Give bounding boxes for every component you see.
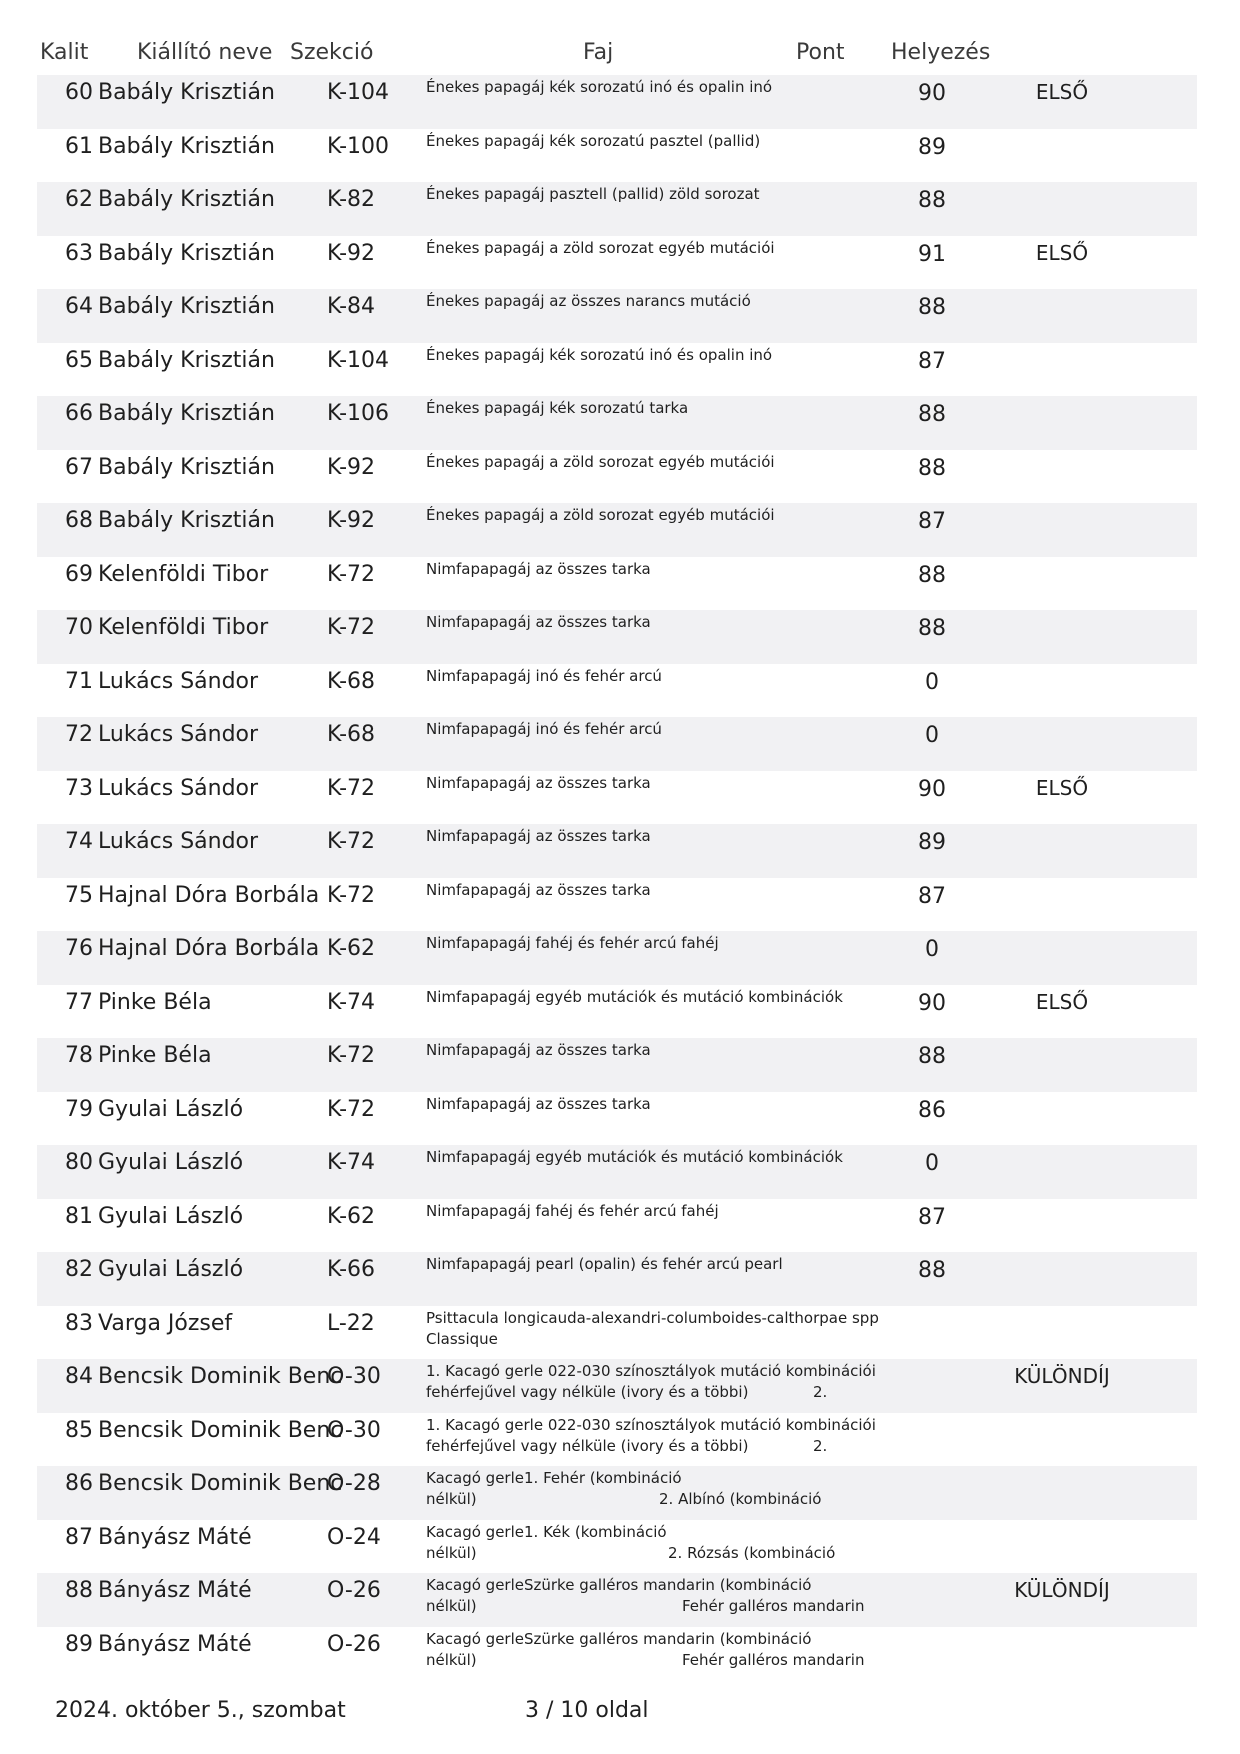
cage-number: 85 (65, 1417, 93, 1443)
section-code: K-72 (327, 829, 376, 854)
species-line-2 (426, 1382, 906, 1403)
species-line-2 (426, 1489, 906, 1510)
species-description (426, 184, 906, 205)
section-code: O-26 (327, 1631, 381, 1657)
exhibitor-name: Hajnal Dóra Borbála (98, 936, 320, 961)
cage-number: 61 (65, 133, 93, 159)
species-line-1: 1. Kacagó gerle 022-030 színosztályok mutáció kombinációi (426, 1415, 876, 1434)
species-line-1: Kacagó gerleSzürke galléros mandarin (kombináció (426, 1576, 812, 1594)
table-row (37, 1627, 1197, 1681)
cage-number: 64 (65, 294, 93, 319)
species-description (426, 719, 906, 740)
species-description (426, 398, 906, 419)
table-row (37, 289, 1197, 343)
section-code: K-106 (327, 401, 390, 426)
species-description (426, 1468, 906, 1510)
species-line-1: Nimfapapagáj az összes tarka (426, 773, 651, 792)
cage-number: 73 (65, 775, 93, 801)
score: 89 (918, 134, 946, 160)
species-description (426, 933, 906, 954)
species-line-1: Nimfapapagáj az összes tarka (426, 880, 651, 899)
table-row (37, 1306, 1197, 1360)
species-line-2-right: 2. Rózsás (kombináció (668, 1543, 836, 1562)
cage-number: 83 (65, 1310, 93, 1336)
species-line-1: Nimfapapagáj az összes tarka (426, 1041, 651, 1059)
table-row (37, 343, 1197, 397)
score: 86 (918, 1097, 946, 1123)
cage-number: 62 (65, 187, 93, 212)
table-row (37, 771, 1197, 825)
table-row (37, 1413, 1197, 1467)
exhibitor-name: Bányász Máté (98, 1578, 252, 1603)
species-description (426, 880, 906, 901)
cage-number: 60 (65, 80, 93, 105)
cage-number: 66 (65, 401, 93, 426)
section-code: K-72 (327, 615, 376, 640)
table-row (37, 557, 1197, 611)
species-description (426, 1361, 906, 1403)
section-code: O-28 (327, 1471, 381, 1496)
species-line-2 (426, 1650, 906, 1671)
section-code: K-72 (327, 1043, 376, 1068)
exhibitor-name: Babály Krisztián (98, 347, 275, 373)
col-header-pont: Pont (796, 40, 845, 65)
score: 89 (918, 830, 946, 855)
score: 90 (918, 776, 946, 802)
exhibitor-name: Babály Krisztián (98, 508, 275, 533)
score: 0 (925, 1151, 939, 1176)
species-line-1: Nimfapapagáj fahéj és fehér arcú fahéj (426, 1201, 719, 1220)
species-line-1: Nimfapapagáj inó és fehér arcú (426, 666, 662, 685)
placement: ELSŐ (1035, 80, 1089, 104)
section-code: K-82 (327, 187, 376, 212)
exhibitor-name: Lukács Sándor (98, 668, 259, 694)
table-row (37, 824, 1197, 878)
section-code: K-92 (327, 454, 376, 480)
section-code: K-74 (327, 989, 376, 1015)
section-code: O-30 (327, 1364, 381, 1389)
section-code: K-68 (327, 668, 376, 694)
species-line-1: Nimfapapagáj az összes tarka (426, 1094, 651, 1113)
exhibitor-name: Gyulai László (98, 1257, 244, 1282)
cage-number: 69 (65, 561, 93, 587)
score: 0 (925, 669, 939, 695)
score: 0 (925, 937, 939, 962)
exhibitor-name: Babály Krisztián (98, 187, 275, 212)
score: 90 (918, 990, 946, 1016)
col-header-faj: Faj (583, 40, 614, 65)
species-line-2 (426, 1329, 906, 1350)
section-code: K-66 (327, 1257, 376, 1282)
species-line-2-right: Fehér galléros mandarin (682, 1597, 865, 1615)
exhibitor-name: Bencsik Dominik Benc (98, 1471, 343, 1496)
section-code: O-30 (327, 1417, 381, 1443)
section-code: K-100 (327, 133, 390, 159)
table-row (37, 450, 1197, 504)
species-description (426, 559, 906, 580)
species-description (426, 77, 906, 98)
exhibitor-name: Kelenföldi Tibor (98, 615, 269, 640)
species-line-2-right: 2. Albínó (kombináció (659, 1490, 822, 1508)
section-code: K-72 (327, 882, 376, 908)
section-code: K-104 (327, 80, 390, 105)
section-code: K-72 (327, 775, 376, 801)
exhibitor-name: Gyulai László (98, 1096, 244, 1122)
cage-number: 86 (65, 1471, 93, 1496)
species-description (426, 238, 906, 259)
exhibitor-name: Kelenföldi Tibor (98, 561, 269, 587)
table-row (37, 878, 1197, 932)
results-table (37, 75, 1197, 1680)
species-line-2-left: nélkül) (426, 1650, 477, 1669)
cage-number: 78 (65, 1043, 93, 1068)
species-line-1: Énekes papagáj a zöld sorozat egyéb mutációi (426, 506, 775, 524)
table-row (37, 182, 1197, 236)
placement: KÜLÖNDÍJ (1014, 1364, 1110, 1388)
table-row (37, 985, 1197, 1039)
cage-number: 75 (65, 882, 93, 908)
species-line-2-right: Fehér galléros mandarin (682, 1650, 865, 1669)
cage-number: 77 (65, 989, 93, 1015)
score: 88 (918, 402, 946, 427)
table-row (37, 1145, 1197, 1199)
exhibitor-name: Gyulai László (98, 1203, 244, 1229)
section-code: K-72 (327, 561, 376, 587)
species-line-2-left: Classique (426, 1329, 498, 1348)
species-description (426, 1522, 906, 1564)
exhibitor-name: Babály Krisztián (98, 294, 275, 319)
score: 88 (918, 295, 946, 320)
species-line-2-left: fehérfejűvel vagy nélküle (ivory és a többi) (426, 1436, 749, 1455)
species-line-1: Psittacula longicauda-alexandri-columboides-calthorpae spp (426, 1308, 879, 1327)
species-description (426, 1040, 906, 1061)
species-line-2-left: nélkül) (426, 1543, 477, 1562)
exhibitor-name: Hajnal Dóra Borbála (98, 882, 320, 908)
species-line-1: Énekes papagáj az összes narancs mutáció (426, 292, 751, 310)
species-line-2-right: 2. (813, 1436, 828, 1455)
species-line-1: Nimfapapagáj egyéb mutációk és mutáció kombinációk (426, 987, 843, 1006)
section-code: K-72 (327, 1096, 376, 1122)
species-line-1: Kacagó gerleSzürke galléros mandarin (kombináció (426, 1629, 812, 1648)
species-description (426, 826, 906, 847)
species-line-1: Énekes papagáj kék sorozatú tarka (426, 399, 689, 417)
species-line-1: Nimfapapagáj az összes tarka (426, 559, 651, 578)
exhibitor-name: Lukács Sándor (98, 829, 259, 854)
exhibitor-name: Babály Krisztián (98, 240, 275, 266)
exhibitor-name: Bencsik Dominik Benc (98, 1364, 343, 1389)
placement: ELSŐ (1035, 989, 1089, 1014)
section-code: K-92 (327, 240, 376, 266)
cage-number: 82 (65, 1257, 93, 1282)
exhibitor-name: Lukács Sándor (98, 775, 259, 801)
placement: ELSŐ (1035, 775, 1089, 800)
species-description (426, 612, 906, 633)
cage-number: 80 (65, 1150, 93, 1175)
score: 88 (918, 562, 946, 588)
species-description (426, 1094, 906, 1115)
species-description (426, 505, 906, 526)
table-row (37, 664, 1197, 718)
species-line-1: Énekes papagáj kék sorozatú pasztel (pallid) (426, 131, 761, 150)
score: 91 (918, 241, 946, 267)
species-description (426, 987, 906, 1008)
score: 87 (918, 1204, 946, 1230)
placement: ELSŐ (1035, 240, 1089, 265)
table-row (37, 1359, 1197, 1413)
species-line-2 (426, 1596, 906, 1617)
species-description (426, 131, 906, 152)
cage-number: 89 (65, 1631, 93, 1657)
table-row (37, 1252, 1197, 1306)
species-line-1: Kacagó gerle1. Kék (kombináció (426, 1522, 667, 1541)
species-line-1: Énekes papagáj a zöld sorozat egyéb mutációi (426, 452, 775, 471)
table-row (37, 129, 1197, 183)
species-description (426, 666, 906, 687)
species-description (426, 1308, 906, 1350)
cage-number: 79 (65, 1096, 93, 1122)
exhibitor-name: Pinke Béla (98, 989, 212, 1015)
col-header-kiallito: Kiállító neve (137, 40, 273, 65)
exhibitor-name: Lukács Sándor (98, 722, 259, 747)
score: 88 (918, 1258, 946, 1283)
species-line-1: Énekes papagáj kék sorozatú inó és opalin inó (426, 345, 773, 364)
species-description (426, 1147, 906, 1168)
cage-number: 84 (65, 1364, 93, 1389)
exhibitor-name: Bencsik Dominik Benc (98, 1417, 343, 1443)
score: 0 (925, 723, 939, 748)
exhibitor-name: Varga József (98, 1310, 233, 1336)
score: 88 (918, 455, 946, 481)
section-code: K-62 (327, 936, 376, 961)
species-line-2-left: fehérfejűvel vagy nélküle (ivory és a többi) (426, 1383, 749, 1401)
exhibitor-name: Gyulai László (98, 1150, 244, 1175)
section-code: K-84 (327, 294, 376, 319)
cage-number: 81 (65, 1203, 93, 1229)
table-row (37, 931, 1197, 985)
exhibitor-name: Pinke Béla (98, 1043, 212, 1068)
score: 87 (918, 509, 946, 534)
table-row (37, 75, 1197, 129)
col-header-kalit: Kalit (40, 40, 89, 65)
cage-number: 65 (65, 347, 93, 373)
species-line-2-left: nélkül) (426, 1490, 477, 1508)
table-row (37, 236, 1197, 290)
species-line-2-left: nélkül) (426, 1597, 477, 1615)
section-code: K-68 (327, 722, 376, 747)
score: 90 (918, 81, 946, 106)
species-line-1: 1. Kacagó gerle 022-030 színosztályok mutáció kombinációi (426, 1362, 876, 1380)
species-line-1: Nimfapapagáj pearl (opalin) és fehér arcú pearl (426, 1255, 783, 1273)
exhibitor-name: Babály Krisztián (98, 80, 275, 105)
species-description (426, 1575, 906, 1617)
species-line-2-right: 2. (813, 1383, 828, 1401)
score: 88 (918, 1044, 946, 1069)
species-line-2 (426, 1543, 906, 1564)
score: 87 (918, 883, 946, 909)
table-row (37, 1092, 1197, 1146)
score: 87 (918, 348, 946, 374)
section-code: L-22 (327, 1310, 375, 1336)
table-row (37, 396, 1197, 450)
footer-date: 2024. október 5., szombat (55, 1698, 346, 1723)
col-header-helyezes: Helyezés (891, 40, 991, 65)
table-row (37, 1199, 1197, 1253)
species-description (426, 1415, 906, 1457)
footer-page-number: 3 / 10 oldal (525, 1698, 649, 1723)
species-line-1: Nimfapapagáj az összes tarka (426, 827, 651, 845)
cage-number: 72 (65, 722, 93, 747)
species-line-1: Énekes papagáj pasztell (pallid) zöld sorozat (426, 185, 760, 203)
species-description (426, 1201, 906, 1222)
section-code: K-92 (327, 508, 376, 533)
species-description (426, 773, 906, 794)
placement: KÜLÖNDÍJ (1014, 1578, 1110, 1602)
species-line-1: Nimfapapagáj fahéj és fehér arcú fahéj (426, 934, 719, 952)
species-description (426, 1629, 906, 1671)
cage-number: 70 (65, 615, 93, 640)
species-line-1: Énekes papagáj a zöld sorozat egyéb mutációi (426, 238, 775, 257)
species-line-1: Nimfapapagáj inó és fehér arcú (426, 720, 662, 738)
exhibitor-name: Bányász Máté (98, 1524, 252, 1550)
table-row (37, 717, 1197, 771)
species-description (426, 1254, 906, 1275)
species-description (426, 345, 906, 366)
table-row (37, 1520, 1197, 1574)
section-code: K-62 (327, 1203, 376, 1229)
table-row (37, 1573, 1197, 1627)
cage-number: 74 (65, 829, 93, 854)
cage-number: 88 (65, 1578, 93, 1603)
species-line-1: Nimfapapagáj egyéb mutációk és mutáció kombinációk (426, 1148, 843, 1166)
species-description (426, 452, 906, 473)
species-line-2 (426, 1436, 906, 1457)
score: 88 (918, 616, 946, 641)
cage-number: 87 (65, 1524, 93, 1550)
cage-number: 76 (65, 936, 93, 961)
cage-number: 71 (65, 668, 93, 694)
species-description (426, 291, 906, 312)
cage-number: 67 (65, 454, 93, 480)
table-row (37, 1466, 1197, 1520)
exhibitor-name: Bányász Máté (98, 1631, 252, 1657)
table-row (37, 610, 1197, 664)
score: 88 (918, 188, 946, 213)
table-row (37, 1038, 1197, 1092)
cage-number: 63 (65, 240, 93, 266)
species-line-1: Kacagó gerle1. Fehér (kombináció (426, 1469, 682, 1487)
section-code: K-104 (327, 347, 390, 373)
col-header-szekcio: Szekció (290, 40, 374, 65)
table-row (37, 503, 1197, 557)
exhibitor-name: Babály Krisztián (98, 454, 275, 480)
cage-number: 68 (65, 508, 93, 533)
section-code: O-24 (327, 1524, 381, 1550)
species-line-1: Énekes papagáj kék sorozatú inó és opalin inó (426, 78, 773, 96)
section-code: K-74 (327, 1150, 376, 1175)
section-code: O-26 (327, 1578, 381, 1603)
exhibitor-name: Babály Krisztián (98, 133, 275, 159)
exhibitor-name: Babály Krisztián (98, 401, 275, 426)
species-line-1: Nimfapapagáj az összes tarka (426, 613, 651, 631)
